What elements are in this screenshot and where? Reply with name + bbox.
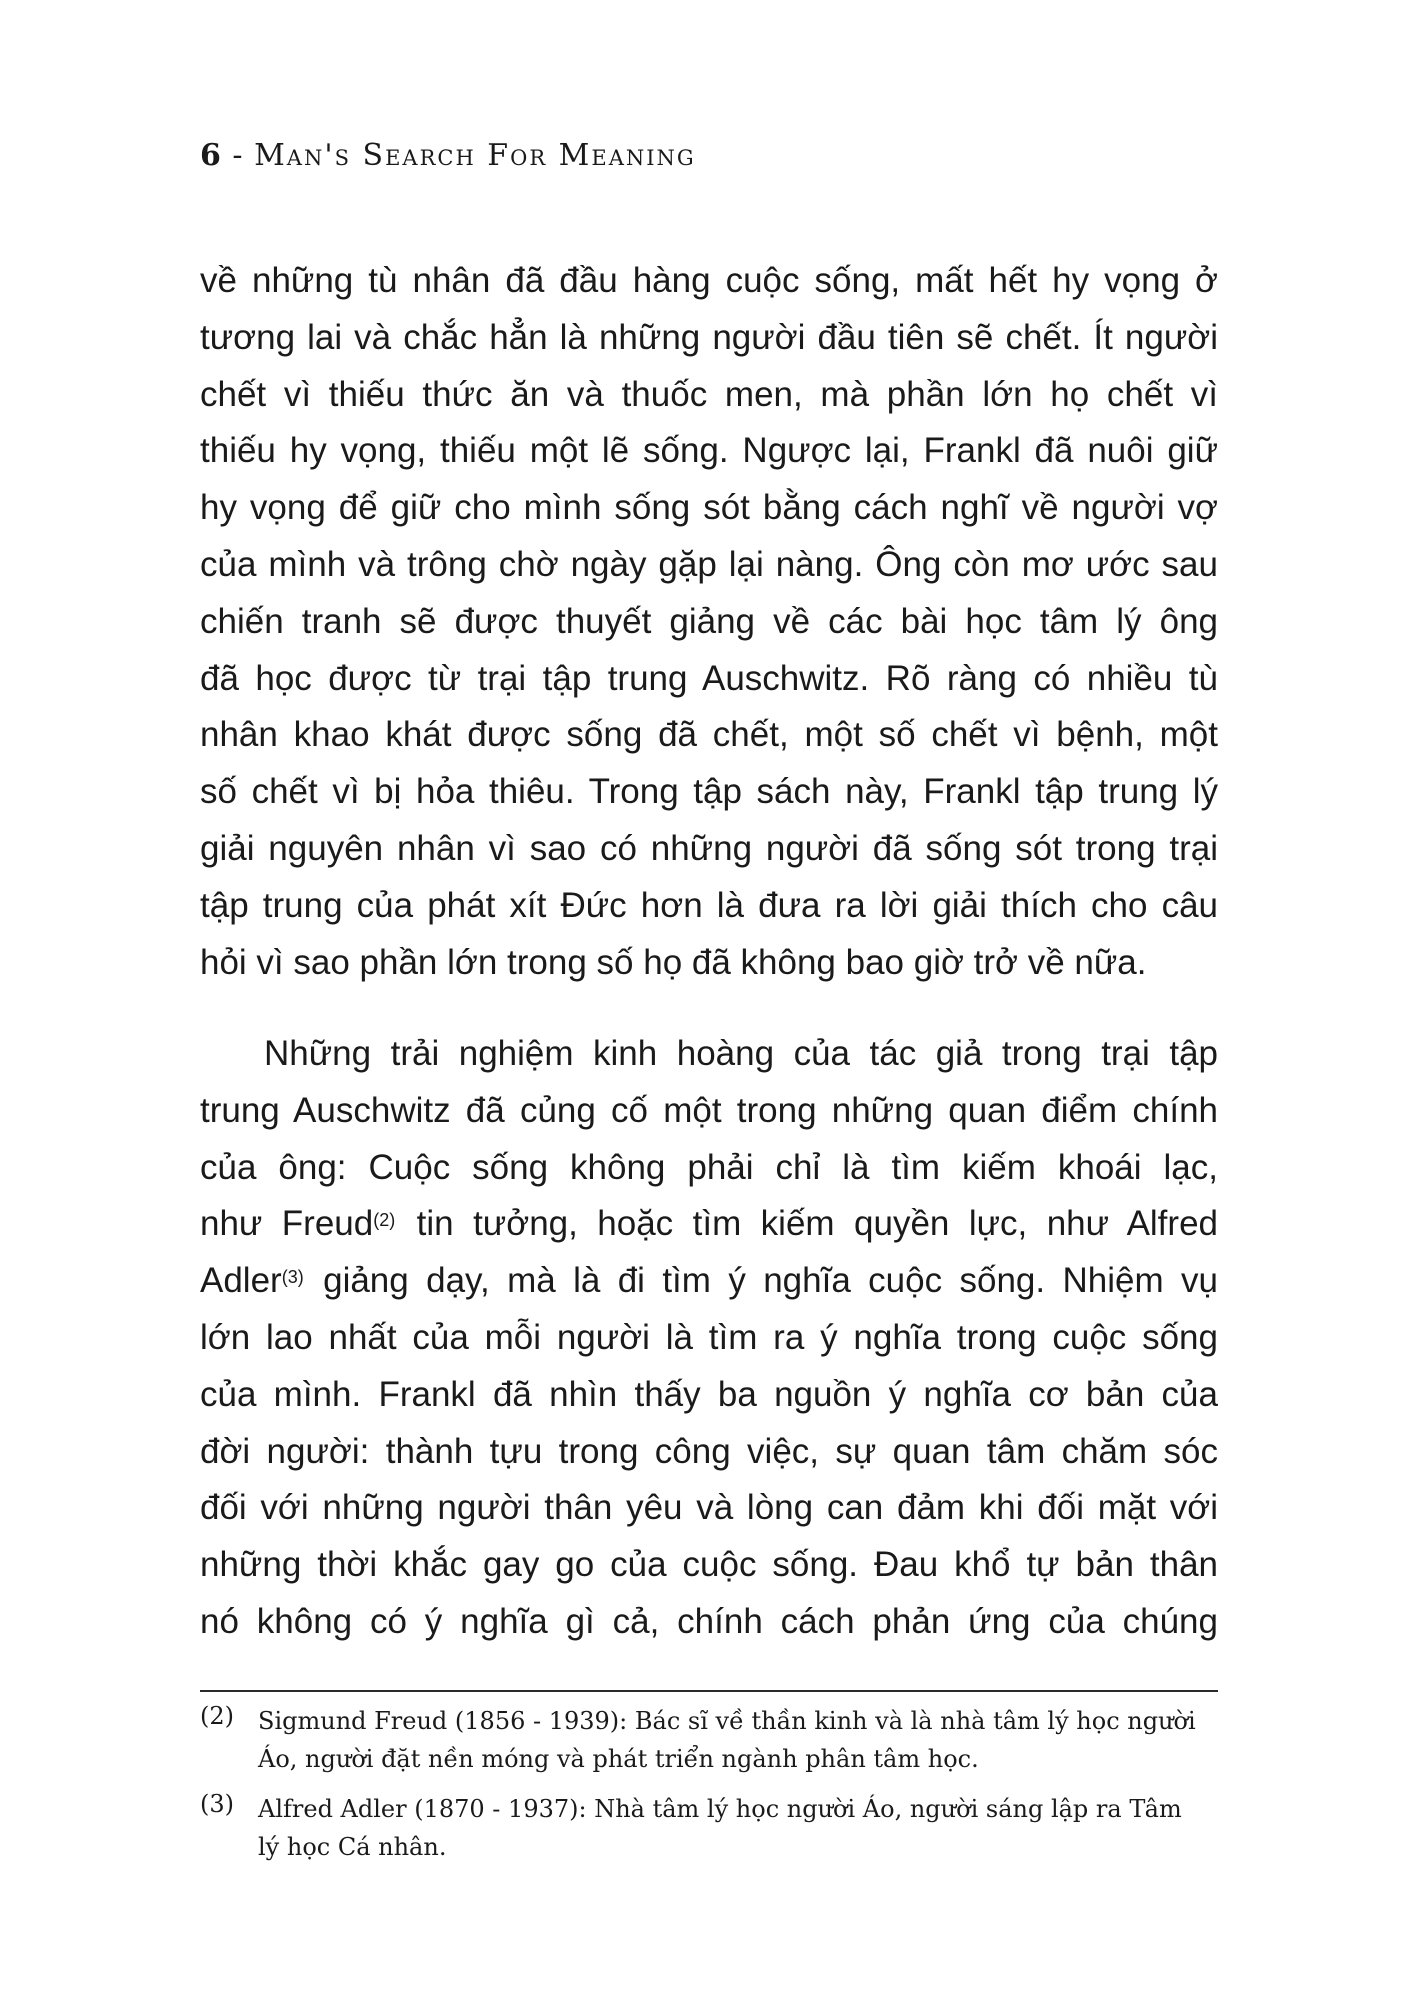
footnote-text: Áo, người đặt nền móng và phát triển ngành phân tâm học. <box>258 1745 979 1773</box>
footnote-text: lý học Cá nhân. <box>258 1833 447 1861</box>
paragraph-2-line: Những trải nghiệm kinh hoàng của tác giả trong trại tập <box>264 1034 1218 1073</box>
paragraph-1-line: hy vọng để giữ cho mình sống sót bằng cách nghĩ về người vợ <box>200 488 1218 528</box>
paragraph-1-line: của mình và trông chờ ngày gặp lại nàng. Ông còn mơ ước sau <box>200 544 1218 584</box>
paragraph-1-line: nhân khao khát được sống đã chết, một số chết vì bệnh, một <box>200 715 1218 755</box>
paragraph-1-line: chết vì thiếu thức ăn và thuốc men, mà phần lớn họ chết vì <box>200 374 1218 414</box>
footnote-2 <box>200 1702 1218 1778</box>
page-number: 6 <box>200 138 222 173</box>
paragraph-1-line: về những tù nhân đã đầu hàng cuộc sống, mất hết hy vọng ở <box>200 261 1218 300</box>
footnote-3 <box>200 1790 1218 1866</box>
paragraph-1-line: tương lai và chắc hẳn là những người đầu tiên sẽ chết. Ít người <box>200 317 1218 357</box>
line-text: giảng dạy, mà là đi tìm ý nghĩa cuộc sống. Nhiệm vụ <box>305 1261 1218 1301</box>
footnote-divider <box>200 1690 1218 1692</box>
paragraph-1-line: chiến tranh sẽ được thuyết giảng về các bài học tâm lý ông <box>200 601 1218 641</box>
paragraph-2-line: đời người: thành tựu trong công việc, sự quan tâm chăm sóc <box>200 1431 1218 1471</box>
footnotes <box>200 1702 1218 1878</box>
paragraph-2-line: lớn lao nhất của mỗi người là tìm ra ý nghĩa trong cuộc sống <box>200 1317 1218 1357</box>
paragraph-1-line: số chết vì bị hỏa thiêu. Trong tập sách này, Frankl tập trung lý <box>200 772 1218 812</box>
footnote-ref-3[interactable]: (3) <box>281 1267 304 1288</box>
paragraph-1-line: giải nguyên nhân vì sao có những người đã sống sót trong trại <box>200 828 1218 868</box>
line-text: tin tưởng, hoặc tìm kiếm quyền lực, như Alfred <box>397 1204 1218 1244</box>
paragraph-2-line: của ông: Cuộc sống không phải chỉ là tìm kiếm khoái lạc, <box>200 1147 1218 1187</box>
paragraph-1-line: đã học được từ trại tập trung Auschwitz. Rõ ràng có nhiều tù <box>200 658 1218 698</box>
paragraph-2-line: trung Auschwitz đã củng cố một trong những quan điểm chính <box>200 1090 1218 1130</box>
paragraph-2-line <box>200 1253 1218 1310</box>
footnote-text: Alfred Adler (1870 - 1937): Nhà tâm lý học người Áo, người sáng lập ra Tâm <box>258 1795 1182 1823</box>
paragraph-2 <box>200 1026 1218 1651</box>
paragraph-1-line: thiếu hy vọng, thiếu một lẽ sống. Ngược lại, Frankl đã nuôi giữ <box>200 431 1218 471</box>
footnote-text: Sigmund Freud (1856 - 1939): Bác sĩ về thần kinh và là nhà tâm lý học người <box>258 1707 1196 1735</box>
line-text: Adler <box>200 1261 282 1301</box>
footnote-label: (3) <box>200 1790 234 1818</box>
paragraph-1-line: hỏi vì sao phần lớn trong số họ đã không bao giờ trở về nữa. <box>200 942 1147 982</box>
footnote-label: (2) <box>200 1702 234 1730</box>
running-header <box>200 138 696 173</box>
paragraph-2-line: những thời khắc gay go của cuộc sống. Đau khổ tự bản thân <box>200 1545 1218 1585</box>
book-title: Man's Search For Meaning <box>254 138 696 173</box>
paragraph-1-line: tập trung của phát xít Đức hơn là đưa ra lời giải thích cho câu <box>200 885 1218 925</box>
paragraph-1 <box>200 253 1218 991</box>
footnote-ref-2[interactable]: (2) <box>373 1210 396 1231</box>
header-separator: - <box>221 138 255 173</box>
paragraph-2-line <box>200 1196 1218 1253</box>
paragraph-2-line: của mình. Frankl đã nhìn thấy ba nguồn ý nghĩa cơ bản của <box>200 1374 1218 1414</box>
paragraph-2-line: đối với những người thân yêu và lòng can đảm khi đối mặt với <box>200 1488 1218 1528</box>
paragraph-2-line: nó không có ý nghĩa gì cả, chính cách phản ứng của chúng <box>200 1601 1218 1641</box>
line-text: như Freud <box>200 1204 374 1244</box>
